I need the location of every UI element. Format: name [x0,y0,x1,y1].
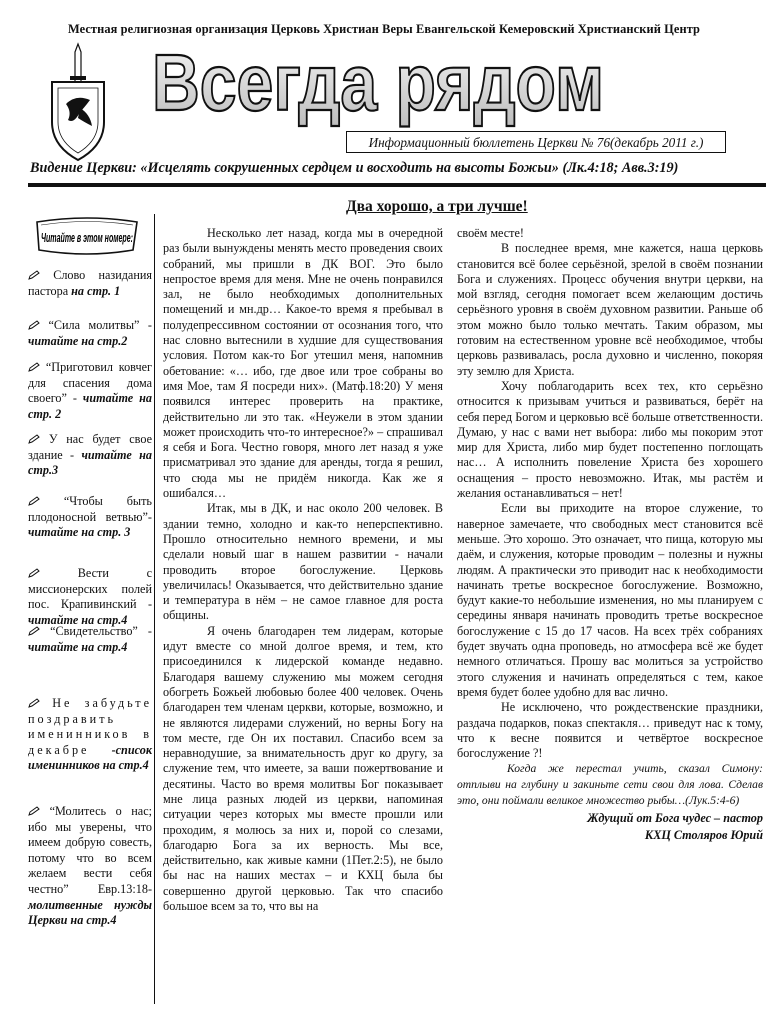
toc-item-text: У нас будет свое здание - [28,432,153,462]
signature-line: Ждущий от Бога чудес – пастор [587,811,763,826]
scripture-quote: Когда же перестал учить, сказал Симону: отплыви на глубину и закиньте сети свои для лова. Сделав это, они поймали великое множество рыбы…(Лук.5:4-6) [457,762,763,807]
toc-item[interactable] [28,804,152,929]
masthead-title [148,38,608,127]
toc-item[interactable] [28,566,152,628]
article-paragraph: Хочу поблагодарить всех тех, кто серьёзно относится к призывам учиться и развиваться, берёт на себя перед Богом и церковью всё больше ответственности. Думаю, у нас с вами нет выбора: либо мы покорим этот мир для Христа, либо мир будет постепенно поглощать нас… А исполнить повеление Христа без хорошего оснащения – просто невозможно. Итак, мы растём и желания останавливаться – нет! [457,378,763,501]
svg-text:Читайте в этом номере:: Читайте в этом номере: [41,230,133,245]
svg-text:Всегда рядом: Всегда рядом [152,38,604,127]
pencil-icon [28,433,40,443]
pencil-icon [28,495,40,505]
toc-item-text: “Свидетельство” - [50,624,152,638]
toc-item-page: читайте на стр.3 [28,447,153,478]
toc-item-page: читайте на стр.4 [28,639,128,654]
article-title: Два хорошо, а три лучше! [346,198,528,215]
pencil-icon [28,269,40,279]
organization-name: Местная религиозная организация Церковь Христиан Веры Евангельской Кемеровский Христианский Центр [67,22,701,36]
toc-item[interactable] [28,624,152,655]
toc-item[interactable] [28,360,152,422]
pencil-icon [28,319,40,329]
article-column-2 [457,226,763,844]
pencil-icon [28,567,40,577]
pencil-icon [28,697,40,707]
church-vision: Видение Церкви: «Исцелять сокрушенных сердцем и восходить на высоты Божьи» (Лк.4:18; Авв.3:19) [30,160,679,176]
article-paragraph: своём месте! [457,226,524,240]
article-paragraph: Не исключено, что рождественские праздники, раздача подарков, показ спектакля… приведут нас к тому, что к весне появится и четвёртое воскресное богослужение ?! [457,700,763,761]
toc-item[interactable] [28,494,152,541]
toc-item-page: читайте на стр.2 [28,333,128,348]
toc-item-text: “Чтобы быть плодоносной ветвью”- [28,494,152,524]
pencil-icon [28,805,40,815]
article-paragraph: Итак, мы в ДК, и нас около 200 человек. В здании темно, холодно и как-то неперспективно. Прошло относительно немного времени, и мы сделали новый шаг в нашем развитии - начали проводить второе богослужение. Церковь увеличилась! Оказывается, что действительно здание и температура в нём – не самое главное для роста общины. [163,501,443,623]
toc-item-page: читайте на стр. 3 [28,525,131,540]
toc-item[interactable] [28,318,152,349]
toc-item-text: “Сила молитвы” - [48,318,152,332]
toc-item-text: Вести с миссионерских полей пос. Крапивинский - [28,566,153,612]
toc-item[interactable] [28,696,152,774]
column-divider [154,214,155,1004]
toc-item-text: Не забудьте поздравить именинников в декабре [28,696,152,757]
header-divider [28,183,766,187]
article-paragraph: Я очень благодарен тем лидерам, которые идут вместе со мной долгое время, и тем, кто присоединился к лидерской команде недавно. Благодаря вашему служению мы можем сегодня обогреть Божьей любовью более 400 человек. Очень благодарен тем членам церкви, которые, возможно, и не являются лидерами служений, но верны Богу на том месте, где Он их поставил. Спасибо всем за неравнодушие, за внимательность друг ко другу, за служение тем, что имеете, за ваши пожертвование и десятины. Часто во время молитвы Бог показывает мне лица разных людей из церкви, напоминая ситуации через которых мы вместе прошли или проходим, я молюсь за них и, порой со слезами, благодарю Бога за их верность. Мы все, действительно, как живые камни (1Пет.2:5), не было бы нас на наших местах – и КХЦ была бы совершенно другой церковью. Так что спасибо большое всем за то, что вы на [163,623,443,914]
church-logo-emblem [46,42,110,162]
toc-item-page: -список именинников на стр.4 [28,742,152,773]
pencil-icon [28,625,40,635]
toc-item[interactable] [28,268,152,299]
bulletin-info: Информационный бюллетень Церкви № 76(декабрь 2011 г.) [346,131,726,153]
toc-item-text: Слово назидания пастора [28,268,152,298]
toc-item-page: молитвенные нужды Церкви на стр.4 [28,897,152,928]
toc-item-page: на стр. 1 [71,283,121,298]
toc-item-text: “Приготовил ковчег для спасения дома своего” - [28,360,153,406]
signature-name: КХЦ Столяров Юрий [644,828,763,843]
article-paragraph: Если вы приходите на второе служение, то наверное замечаете, что свободных мест становится всё меньше. Это хорошо. Это означает, что пища, которую мы даём, и служения, которые проводим – полезны и нужны людям. А практически это приводит нас к необходимости начинать третье воскресное богослужение. Возможно, будут какие-то небольшие изменения, но мы планируем с середины января начинать проводить третье воскресное богослужение с 15 до 17 часов. На всех трёх собраниях будет звучать одна проповедь, но атмосфера всё же будет немного отличаться. Прошу вас молиться за устройство этого служения и начинать определяться с тем, какое время будет более удобно для вас лично. [457,501,763,699]
pencil-icon [28,361,40,371]
in-this-issue-badge [33,214,141,258]
toc-item[interactable] [28,432,152,479]
toc-item-page: читайте на стр. 2 [28,391,152,421]
article-column-1 [163,226,443,914]
toc-item-text: “Молитесь о нас; ибо мы уверены, что имеем добрую совесть, потому что во всем желаем вести себя честно” Евр.13:18- [28,804,152,896]
article-paragraph: Несколько лет назад, когда мы в очередной раз были вынуждены менять место проведения своих собраний, мы пришли в ДК ВОГ. Это было непростое время для меня. Мне не очень понравился зал, не было необходимых дополнительных помещений и мн.др… Какое-то время я пребывал в полудепрессивном состоянии от осознания того, что нас словно вытеснили в худшие для существования условия. Потом как-то Бог утешил меня, напомнив обетование: «… ибо, где двое или трое собраны во имя Мое, там Я посреди них». (Матф.18:20) У меня появился интерес проверить на практике, действительно ли это так. «Неужели в этом здании может происходить что-то интересное?» – спрашивал я себя и Бога. Честно говоря, много лет назад я уже присматривал это здание для аренды, тогда я решил, что сюда мы не придём никогда. Как же я ошибался… [163,226,443,501]
article-paragraph: В последнее время, мне кажется, наша церковь становится всё более серьёзной, зрелой в своём познании Бога и служениях. Процесс обучения внутри церкви, на мой взгляд, сегодня помогает всем желающим достичь серьёзного уровня в своём духовном развитии. Раньше об этом можно было только мечтать. Таким образом, мы готовим на естественном уровне всё необходимое, чтобы церковь развивалась, росла духовно и численно, покоряя эту землю для Христа. [457,241,763,378]
toc-item-page: читайте на стр.4 [28,612,128,627]
